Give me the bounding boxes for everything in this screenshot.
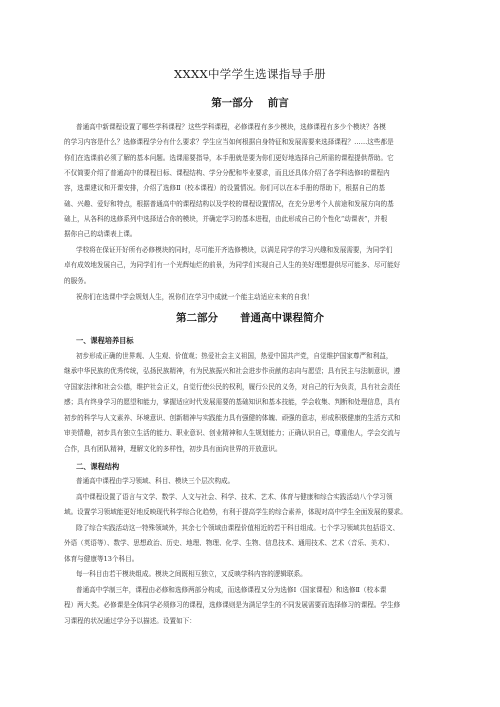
part1-line: 普通高中新课程设置了哪些学科课程？这些学科课程，必修课程有多少模块，选修课程有多少个模块？各模 bbox=[76, 123, 386, 131]
section2-line: 除了综合实践活动这一特殊领域外，其余七个领域由课程价值相近的若干科目组成。七个学习领域共包括语文、 bbox=[76, 524, 400, 532]
section1-line: 初步的科学与人文素养、环境意识、创新精神与实践能力具有强健的体魄、顽强的意志，形成积极健康的生活方式和 bbox=[64, 414, 401, 422]
part1-line: 据你自己的动课表上课。 bbox=[64, 230, 137, 238]
section1-line: 初步形成正确的世界观、人生观、价值观；热爱社会主义祖国，热爱中国共产党，自觉维护国家尊严和利益， bbox=[76, 352, 393, 360]
part1-line: 的服务。 bbox=[64, 277, 91, 285]
part1-line: 卓有成效地发展自己，为同学们有一个光辉灿烂的前景，为同学们实现自己人生的美好理想提供尽可能多、尽可能好 bbox=[64, 261, 401, 269]
part1-line: 础、兴趣、爱好和特点，根据普通高中的课程结构以及学校的课程设置情况，在充分思考个人前途和发展方向的基 bbox=[64, 200, 394, 208]
section2-line: 普通高中学制三年，课程由必修和选修两部分构成，而选修课程又分为选修Ⅰ（国家课程）和选修Ⅱ（校本课 bbox=[76, 586, 387, 594]
section1-line: 合作，具有团队精神，理解文化的多样性，初步具有面向世界的开放意识。 bbox=[64, 445, 282, 453]
section2-line: 每一科目由若干模块组成。模块之间既相互独立，又反映学科内容的逻辑联系。 bbox=[76, 570, 307, 578]
part1-line: 容，选课建议和开课安排，介绍了选修Ⅱ（校本课程）的设置情况。你们可以在本手册的帮助下，根据自己的基 bbox=[64, 184, 385, 192]
part1-line: 础上，从各科的选修系列中选择适合你的模块，并确定学习的基本进程，由此形成自己的个性化“动课表”，并根 bbox=[64, 215, 388, 223]
section2-line: 程）两大类。必修课是全体同学必须修习的课程，选修课则是为满足学生的不同发展需要而选择修习的课程。学生修 bbox=[64, 601, 401, 609]
section1-line: 守国家法律和社会公德，维护社会正义，自觉行使公民的权利，履行公民的义务，对自己的行为负责，具有社会责任 bbox=[64, 383, 401, 391]
section2-line: 体育与健康等13个科目。 bbox=[64, 555, 139, 563]
section1-line: 继承中华民族的优秀传统，弘扬民族精神，有为民族振兴和社会进步作贡献的志向与愿望；具有民主与法制意识，遵 bbox=[64, 367, 401, 375]
section2-line: 外语（英语等）、数学、思想政治、历史、地理、物理、化学、生物、信息技术、通用技术、艺术（音乐、美术）、 bbox=[64, 539, 394, 547]
part2-heading: 第二部分 普通高中课程简介 bbox=[176, 312, 324, 324]
document-title: XXXX中学学生选课指导手册 bbox=[174, 67, 326, 81]
section2-line: 域。设置学习领域能更好地反映现代科学综合化趋势，有利于提高学生的综合素养，体现对高中学生全面发展的要求。 bbox=[64, 508, 407, 516]
section2-line: 普通高中课程由学习领域、科目、模块三个层次构成。 bbox=[76, 477, 235, 485]
part1-line: 学校将在保证开好所有必修模块的同时，尽可能开齐选修模块，以满足同学的学习兴趣和发展需要，为同学们 bbox=[76, 246, 393, 254]
section2-line: 高中课程设置了语言与文学、数学、人文与社会、科学、技术、艺术、体育与健康和综合实践活动八个学习领 bbox=[76, 493, 393, 501]
section2-line: 习课程的状况通过学分予以描述。设置如下： bbox=[64, 617, 196, 625]
part1-line: 祝你们在选课中学会规划人生，祝你们在学习中成就一个能主动适应未来的自我！ bbox=[76, 293, 314, 301]
part1-line: 不仅简要介绍了普通高中的课程目标、课程结构、学分分配和毕业要求，而且还具体介绍了各学科选修Ⅰ的课程内 bbox=[64, 169, 390, 177]
part1-line: 你们在选课前必须了解的基本问题。选课需要指导，本手册就是要为你们更好地选择自己所需的课程提供帮助。它 bbox=[64, 154, 394, 162]
part1-line: 的学习内容是什么？选修课程学分有什么要求？学生应当如何根据自身特征和发展需要来选择课程？……这些都是 bbox=[64, 138, 394, 146]
part1-heading: 第一部分 前言 bbox=[211, 97, 289, 109]
section1-line: 审美情趣，初步具有独立生活的能力、职业意识、创业精神和人生规划能力；正确认识自己，尊重他人，学会交流与 bbox=[64, 429, 401, 437]
section1-line: 感；具有终身学习的愿望和能力，掌握适应时代发展需要的基础知识和基本技能，学会收集、判断和处理信息，具有 bbox=[64, 398, 401, 406]
section1-title: 一、课程培养目标 bbox=[76, 336, 134, 345]
section2-title: 二、课程结构 bbox=[76, 462, 120, 471]
